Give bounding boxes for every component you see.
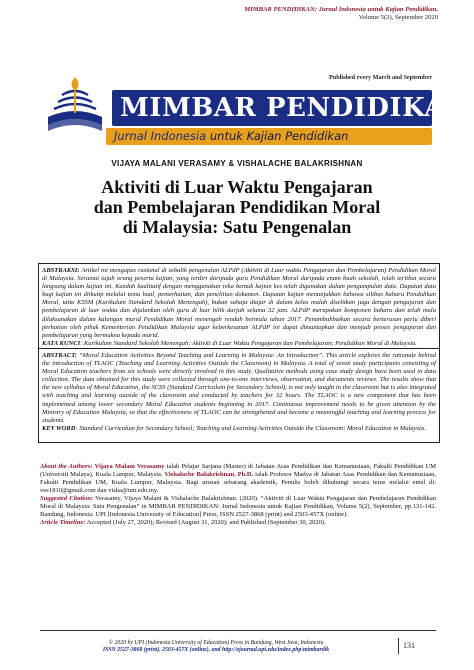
abstract-divider	[39, 348, 439, 349]
article-title-line: di Malaysia: Satu Pengenalan	[122, 217, 352, 237]
about-authors-label: About the Authors:	[40, 463, 93, 470]
timeline-label: Article Timeline:	[40, 519, 86, 526]
abstract-box	[38, 263, 440, 443]
timeline-text: Accepted (July 27, 2020); Revised (August 31, 2020); and Published (September 30, 2020).	[85, 519, 326, 526]
footer-copyright: © 2020 by UPI (Indonesia University of Education) Press in Bandung, West Java, Indonesia	[108, 640, 324, 646]
journal-subtitle	[114, 129, 348, 143]
upi-logo-icon	[40, 73, 110, 139]
about-authors-text2: ialah Profesor Madya di Jabatan Asas Pendidikan dan Kemanusiaan, Fakulti Pendidikan UM, Kuala Lumpur, Malaysia. Bagi urusan sebarang akademik, Penulis boleh dihubungi secara terus melalui emel di: vee1810@gmail.com dan visha@um.edu.my.	[40, 471, 437, 494]
citation-label: Suggested Citation:	[40, 495, 94, 502]
masthead-title-area	[112, 68, 470, 152]
about-authors	[40, 463, 436, 495]
keywords-malay-text: : Kurikulum Standard Sekolah Menengah; Aktiviti di Luar Waktu Pengajaran dan Pembelajaran; Pendidikan Moral di Malaysia.	[80, 339, 417, 347]
abstract-english-label: ABSTRACT:	[42, 352, 77, 359]
about-authors-text1: ialah Pelajar Sarjana (Master) di Jabatan Asas Pendidikan dan Kemanusiaan, Fakulti Pendidikan UM (Universiti Malaya), Kuala Lumpur, Malaysia.	[40, 463, 436, 478]
keywords-english-label: KEY WORD	[42, 424, 76, 432]
keywords-malay-label: KATA KUNCI	[42, 339, 81, 347]
abstract-malay-text: Artikel ini mengupas rasional di sebalik pengenalan ALPdP (Aktiviti di Luar waktu Pengajaran dan Pembelajaran) Pendidikan Moral di Malaysia. Seramai tujuh orang peserta kajian, yang terdiri daripada guru Pendidikan Moral daripada enam buah sekolah, telah terlibat secara langsung dalam kajian ini. Kaedah kualitatif dengan menggunakan reka bentuk kajian kes telah digunakan dalam pengumpulan data. Dapatan data bagi kajian ini diikutip melalui temu bual, pemerhatian, dan penelitian dokumen. Dapatan kajian menunjukkan bahawa silibus baharu Pendidikan Moral, iaitu KSSM (Kurikulum Standard Sekolah Menengah), bukan sahaja diajar di dalam kelas malah diselitkan juga dengan pengajaran dan pembelajaran di luar waktu dan dijalankan oleh guru di luar bilik darjah selama 32 jam. ALPdP merupakan komponen baharu dan telah mula dilaksanakan dalam kalangan murid Pendidikan Moral menengah rendah bermula tahun 2017. Penambahbaikan secara berterusan perlu diberi perhatian oleh pihak Kementerian Pendidikan Malaysia agar keberkesanan ALPdP ini dapat dimantapkan dan menjadi proses pengajaran dan pembelajaran yang bermakna kepada murid.	[42, 267, 436, 339]
journal-subtitle-band	[106, 128, 432, 145]
page-number-divider	[398, 638, 399, 654]
article-title	[60, 177, 414, 237]
article-footnotes	[40, 463, 436, 527]
journal-ref-line2: Volume 5(2), September 2020	[358, 14, 438, 22]
article-authors: VIJAYA MALANI VERASAMY & VISHALACHE BALAKRISHNAN	[111, 159, 363, 168]
journal-ref-line1: MIMBAR PENDIDIKAN: Jurnal Indonesia untuk Kajian Pendidikan,	[244, 6, 438, 13]
citation-text: Verasamy, Vijaya Malani & Vishalache Balakrishnan. (2020). “Aktiviti di Luar Waktu Pengajaran dan Pembelajaran Pendidikan Moral di Malaysia: Satu Pengenalan” in MIMBAR PENDIDIKAN: Jurnal Indonesia untuk Kajian Pendidikan, Volume 5(2), September, pp.131-142. Bandung, Indonesia: UPI [Indonesia University of Education] Press, ISSN 2527-3868 (print) and 2503-457X (online).	[40, 495, 436, 518]
suggested-citation	[40, 495, 436, 519]
footer-divider	[40, 630, 436, 631]
page-number: 131	[403, 641, 415, 650]
abstract-english	[42, 352, 436, 433]
author2-name: Vishalache Balakrishnan, Ph.D.	[162, 471, 254, 478]
abstract-english-text: “Moral Education Activities Beyond Teaching and Learning in Malaysia: An Introduction”. This article explores the rationale behind the introduction of TLAOC (Teaching and Learning Activities Outside the Classroom) in Malaysia. A total of seven study participants consisting of Moral Education teachers from six schools were directly involved in this study. Qualitative methods using case study design have been used in data collection. The data obtained for this study were collected through one-to-one interviews, observation, and documents reviews. The results show that the new syllabus of Moral Education, the SCSS (Standard Curriculum for Secondary School), is not only taught in the classroom but is also integrated with teaching and learning outside of the classroom and conducted by teachers for 32 hours. The TLAOC is a new component that has been implemented among lower secondary Moral Education students beginning in 2017. Continuous improvement needs to be given attention by the Ministry of Education Malaysia, so that the effectiveness of TLAOC can be strengthened and become a meaningful teaching and learning process for students.	[42, 352, 436, 424]
journal-subtitle-part1: Jurnal Indonesia	[114, 129, 207, 143]
journal-reference	[244, 6, 438, 22]
journal-title-band	[112, 90, 470, 126]
article-timeline	[40, 519, 436, 527]
publication-frequency: Published every March and September	[328, 74, 432, 81]
abstract-malay	[42, 267, 436, 348]
page-footer	[40, 640, 392, 655]
abstract-malay-label: ABSTRAKSI:	[42, 267, 80, 274]
journal-subtitle-part2: untuk Kajian Pendidikan	[206, 129, 349, 143]
journal-title: MIMBAR PENDIDIKAN	[120, 93, 470, 123]
author1-name: Vijaya Malani Verasamy	[92, 463, 165, 470]
keywords-english-text: : Standard Curriculum for Secondary School; Teaching and Learning Activities Outside the Classroom; Moral Education in Malaysia.	[75, 424, 426, 432]
article-title-line: dan Pembelajaran Pendidikan Moral	[93, 197, 381, 217]
article-title-line: Aktiviti di Luar Waktu Pengajaran	[101, 177, 373, 197]
footer-issn: ISSN 2527-3868 (print), 2503-457X (online), and http://ejournal.upi.edu/index.php/mimbardik	[102, 647, 330, 654]
masthead	[40, 68, 470, 152]
